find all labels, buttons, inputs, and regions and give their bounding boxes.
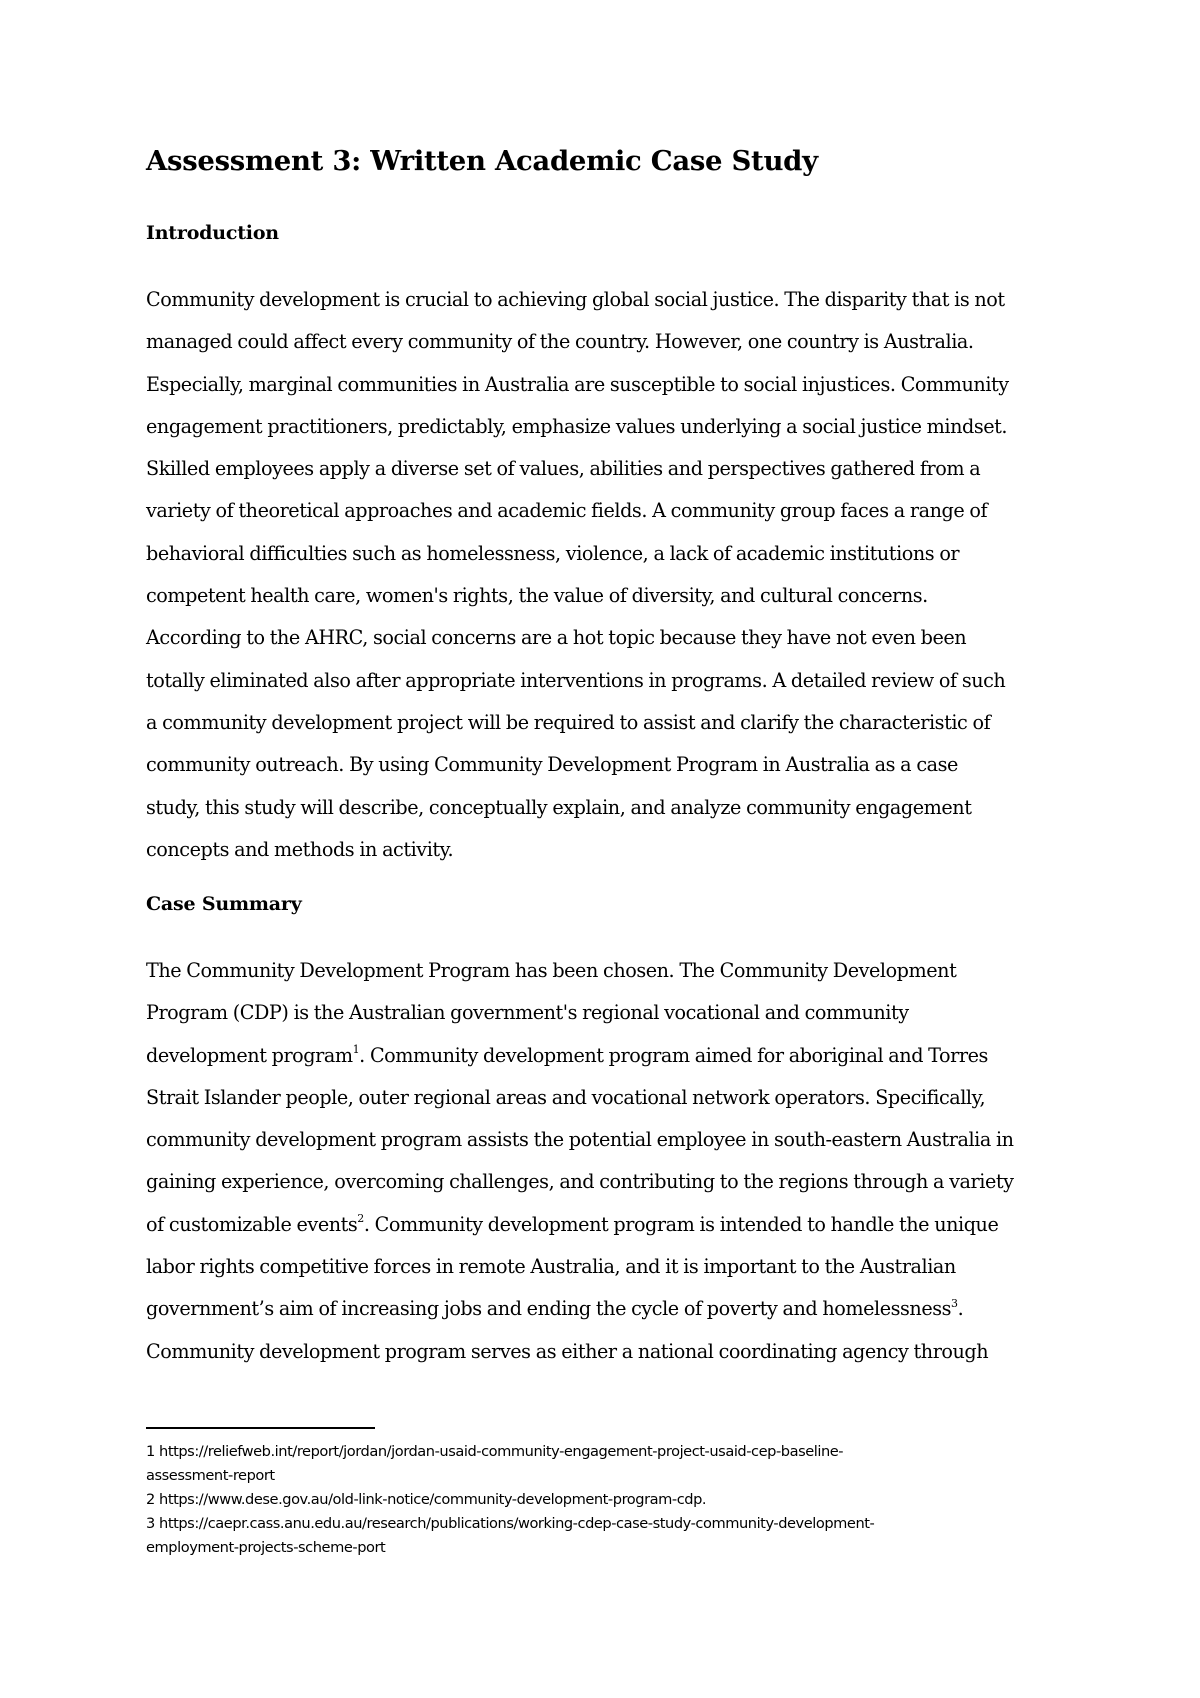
footnote-reference-1[interactable]: 1 (352, 1043, 360, 1057)
case-summary-paragraph (146, 950, 1014, 1373)
document-title: Assessment 3: Written Academic Case Study (146, 145, 818, 177)
paragraph-line: behavioral difficulties such as homelessness, violence, a lack of academic institutions or (146, 541, 960, 565)
footnote-line[interactable]: employment-projects-scheme-port (146, 1539, 386, 1556)
paragraph-line: a community development project will be required to assist and clarify the characteristic of (146, 710, 991, 734)
section-heading-case-summary: Case Summary (146, 893, 302, 915)
line-segment: . (957, 1297, 964, 1321)
paragraph-line: concepts and methods in activity. (146, 837, 454, 861)
paragraph-line: totally eliminated also after appropriate interventions in programs. A detailed review of such (146, 668, 1006, 692)
footnote-separator (146, 1427, 375, 1429)
line-segment: . Community development program is intended to handle the unique (363, 1212, 999, 1236)
line-segment: government’s aim of increasing jobs and ending the cycle of poverty and homelessness (146, 1297, 952, 1321)
paragraph-line: competent health care, women's rights, the value of diversity, and cultural concerns. (146, 584, 928, 608)
paragraph-line: Program (CDP) is the Australian government's regional vocational and community (146, 1001, 909, 1025)
line-segment: . Community development program aimed for aboriginal and Torres (359, 1043, 988, 1067)
line-segment: development program (146, 1043, 353, 1067)
footnote-line[interactable]: assessment-report (146, 1467, 275, 1484)
paragraph-line: Community development is crucial to achieving global social justice. The disparity that is not (146, 288, 1005, 311)
footnote-reference-2[interactable]: 2 (357, 1212, 364, 1226)
paragraph-line: The Community Development Program has been chosen. The Community Development (146, 959, 957, 982)
paragraph-line: gaining experience, overcoming challenges, and contributing to the regions through a variety (146, 1170, 1014, 1194)
paragraph-line (146, 1288, 1014, 1330)
paragraph-line (146, 1035, 1014, 1077)
section-heading-introduction: Introduction (146, 222, 279, 244)
footnote-reference-3[interactable]: 3 (951, 1296, 958, 1310)
paragraph-line: variety of theoretical approaches and academic fields. A community group faces a range of (146, 499, 988, 523)
paragraph-line: Skilled employees apply a diverse set of values, abilities and perspectives gathered from a (146, 457, 981, 481)
paragraph-line: Community development program serves as either a national coordinating agency through (146, 1339, 989, 1363)
paragraph-line (146, 1204, 1014, 1246)
footnote-line[interactable]: 1 https://reliefweb.int/report/jordan/jordan-usaid-community-engagement-project-usaid-cep-baseline- (146, 1443, 844, 1460)
paragraph-line: Strait Islander people, outer regional areas and vocational network operators. Specifically, (146, 1085, 986, 1109)
line-segment: of customizable events (146, 1212, 358, 1236)
introduction-paragraph (146, 279, 1009, 871)
paragraph-line: study, this study will describe, conceptually explain, and analyze community engagement (146, 795, 972, 819)
footnote-line[interactable]: 3 https://caepr.cass.anu.edu.au/research/publications/working-cdep-case-study-community-development- (146, 1515, 875, 1532)
footnotes (146, 1440, 874, 1560)
paragraph-line: According to the AHRC, social concerns are a hot topic because they have not even been (146, 626, 967, 650)
paragraph-line: engagement practitioners, predictably, emphasize values underlying a social justice mindset. (146, 414, 1008, 438)
paragraph-line: Especially, marginal communities in Australia are susceptible to social injustices. Community (146, 372, 1009, 396)
paragraph-line: community outreach. By using Community Development Program in Australia as a case (146, 753, 958, 777)
paragraph-line: community development program assists the potential employee in south-eastern Australia in (146, 1128, 1014, 1152)
paragraph-line: labor rights competitive forces in remote Australia, and it is important to the Australian (146, 1255, 956, 1279)
paragraph-line: managed could affect every community of the country. However, one country is Australia. (146, 330, 974, 354)
footnote-line[interactable]: 2 https://www.dese.gov.au/old-link-notice/community-development-program-cdp. (146, 1491, 707, 1508)
